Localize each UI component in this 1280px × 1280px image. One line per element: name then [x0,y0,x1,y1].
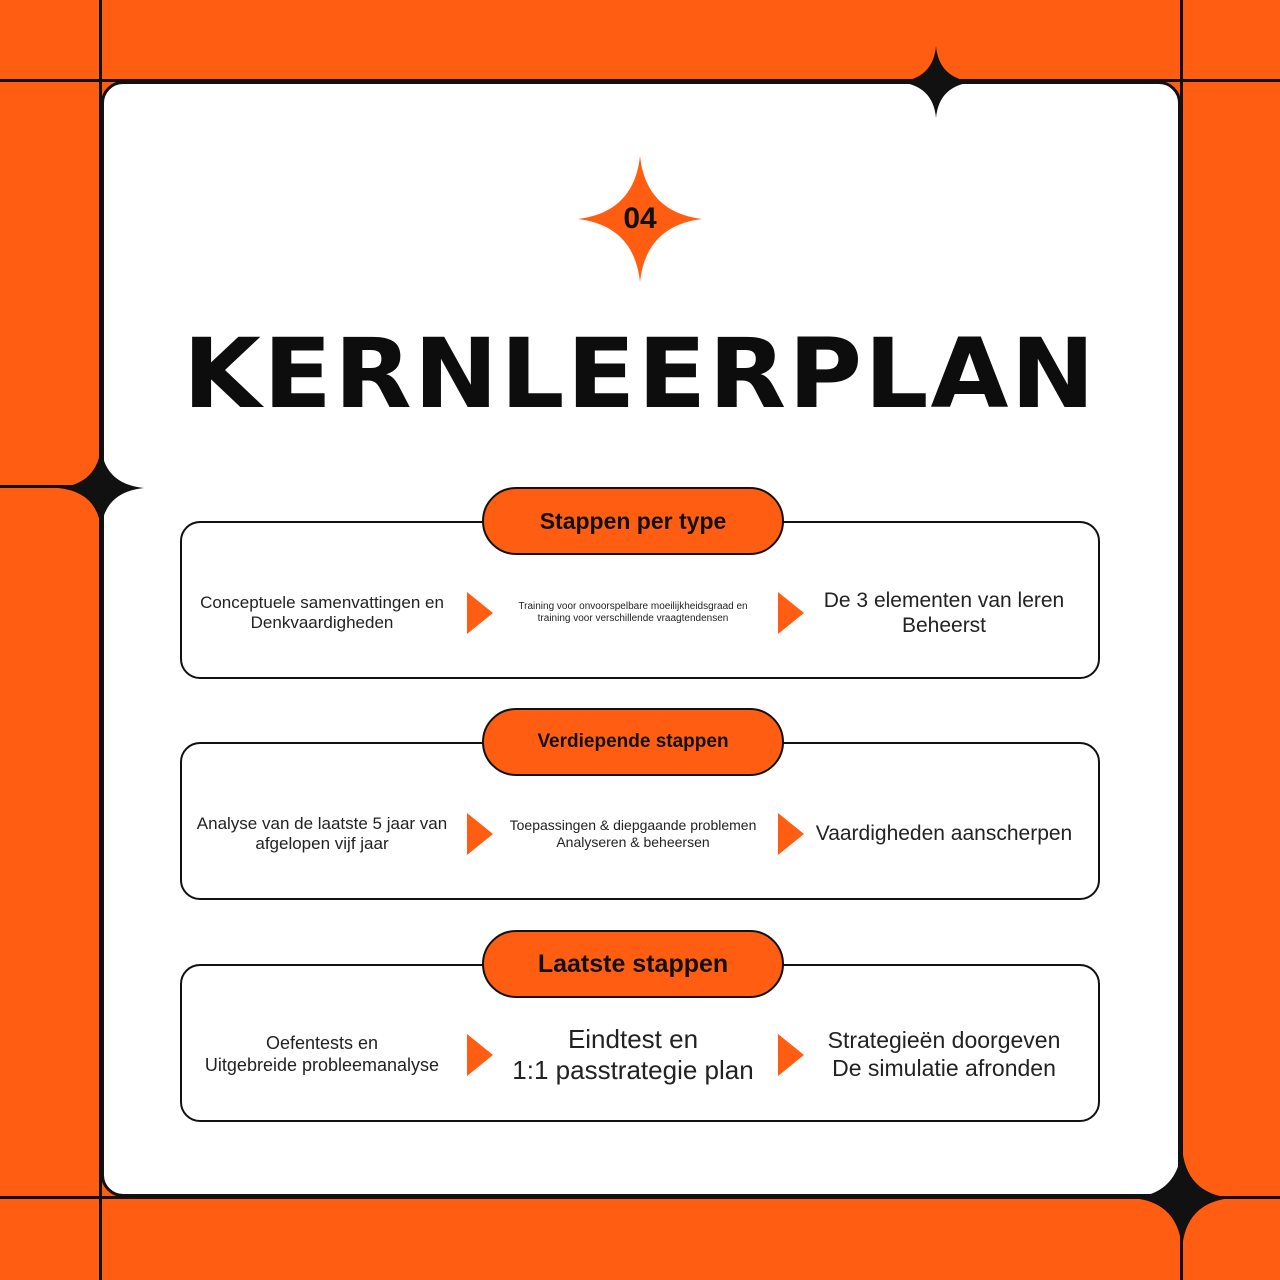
sparkle-bottom-right-icon [1132,1146,1232,1250]
step-text: Toepassingen & diepgaande problemen Analyseren & beheersen [509,817,757,850]
step-text: Eindtest en 1:1 passtrategie plan [512,1023,754,1085]
step-1-1 [186,570,458,656]
arrow-right-icon [778,813,804,855]
section-heading-1: Stappen per type [482,487,784,555]
arrow-right-icon [778,1034,804,1076]
step-1-2 [498,570,768,656]
step-text: Training voor onvoorspelbare moeilijkheidsgraad en training voor verschillende vraagtendensen [518,601,748,624]
step-text: Oefentests en Uitgebreide probleemanalyse [204,1033,440,1075]
badge-number: 04 [623,202,657,235]
step-3-1 [186,1012,458,1098]
step-2-3 [808,791,1080,877]
step-text: Conceptuele samenvattingen en Denkvaardigheden [200,592,444,632]
step-2-2 [498,791,768,877]
page-title: KERNLEERPLAN [182,318,1098,430]
step-3-3 [808,1012,1080,1098]
arrow-right-icon [467,592,493,634]
section-heading-2: Verdiepende stappen [482,708,784,776]
step-text: Analyse van de laatste 5 jaar van afgelopen vijf jaar [196,813,448,853]
section-heading-3: Laatste stappen [482,930,784,998]
step-number-badge [578,156,702,282]
step-text: Strategieën doorgeven De simulatie afronden [827,1027,1061,1081]
arrow-right-icon [778,592,804,634]
sparkle-left-icon [58,446,144,530]
step-1-3 [808,570,1080,656]
sparkle-top-right-icon [898,46,974,118]
arrow-right-icon [467,813,493,855]
step-3-2 [494,1012,772,1098]
step-2-1 [186,791,458,877]
step-text: Vaardigheden aanscherpen [815,822,1073,846]
arrow-right-icon [467,1034,493,1076]
step-text: De 3 elementen van leren Beheerst [823,588,1065,637]
